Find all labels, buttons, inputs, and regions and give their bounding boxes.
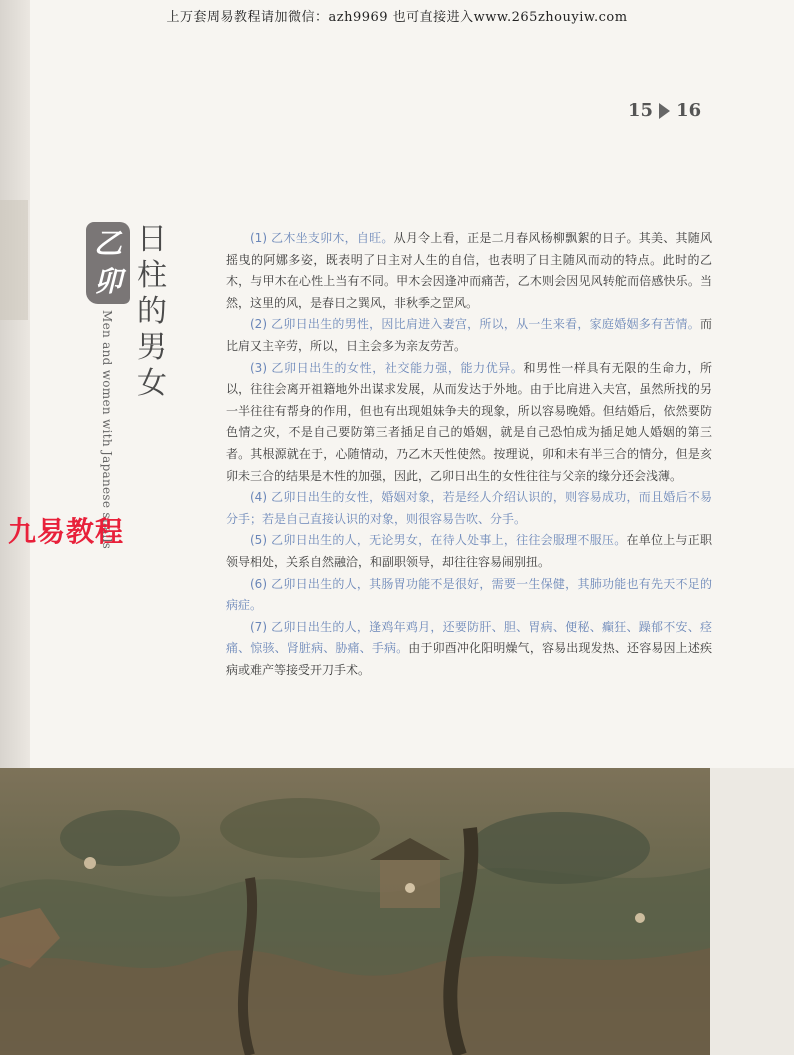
paragraph: [226, 530, 712, 573]
paragraph: [226, 314, 712, 357]
paragraph-highlight: (1) 乙木坐支卯木，自旺。: [250, 231, 394, 245]
paragraph-highlight: (6) 乙卯日出生的人，其肠胃功能不是很好，需要一生保健，其肺功能也有先天不足的病症。: [226, 576, 712, 613]
title-char: 女: [137, 366, 167, 401]
page-margin: [710, 768, 794, 1055]
play-triangle-icon: [659, 103, 670, 119]
title-char: 柱: [137, 258, 167, 293]
page-number-next: 16: [676, 100, 702, 121]
article-body: [226, 228, 712, 681]
title-char: 男: [137, 330, 167, 365]
badge-char: 卯: [93, 265, 122, 298]
paragraph: [226, 487, 712, 530]
chapter-title: [136, 222, 168, 402]
badge-char: 乙: [93, 227, 122, 260]
paragraph: [226, 358, 712, 488]
paragraph-text: 由于卯酉冲化阳明燥气，容易出现发热、还容易因上述疾病或难产等接受开刀手术。: [226, 641, 712, 677]
title-char: 的: [137, 294, 167, 329]
title-char: 日: [137, 222, 167, 257]
painting-illustration: [0, 768, 710, 1055]
paragraph: [226, 574, 712, 617]
landscape-painting: [0, 768, 710, 1055]
paragraph-highlight: (7) 乙卯日出生的人，逢鸡年鸡月，还要防肝、胆、胃病、便秘、癫狂、躁郁不安、痉痛、惊骇、肾脏病、胁痛、手病。: [226, 619, 712, 656]
paragraph: [226, 228, 712, 314]
paragraph: [226, 617, 712, 682]
page-number-prev: 15: [628, 100, 654, 121]
chapter-subtitle: Men and women with Japanese snails: [100, 310, 114, 550]
paragraph-text: 从月令上看，正是二月春风杨柳飘絮的日子。其美、其随风摇曳的阿娜多姿，既表明了日主对人生的自信，也表明了日主随风而动的特点。此时的乙木，与甲木在心性上当有不同。甲木会因逢冲而痛苦，乙木则会因见风转舵而倍感快乐。当然，这里的风，是春日之巽风，非秋季之罡风。: [226, 231, 712, 310]
paragraph-text: 和男性一样具有无限的生命力，所以，往往会离开祖籍地外出谋求发展，从而发达于外地。由于比肩进入夫宫，虽然所找的另一半往往有帮身的作用，但也有出现姐妹争夫的现象，所以容易晚婚。但结婚后，依然要防色情之灾，不是自己要防第三者插足自己的婚姻，就是自己恐怕成为插足她人婚姻的第三者。其根源就在于，心随情动，乃乙木天性使然。按理说，卯和未有半三合的情分，但是亥卯未三合的结果是木性的加强，因此，乙卯日出生的女性往往与父亲的缘分还会浅薄。: [226, 360, 712, 483]
paragraph-highlight: (2) 乙卯日出生的男性，因比肩进入妻宫，所以，从一生来看，家庭婚姻多有苦情。: [250, 317, 700, 332]
paragraph-highlight: (4) 乙卯日出生的女性，婚姻对象，若是经人介绍认识的，则容易成功，而且婚后不易分手；若是自己直接认识的对象，则很容易告吹、分手。: [226, 490, 712, 526]
paragraph-text: 而比肩又主辛劳，所以，日主会多为亲友劳苦。: [226, 317, 712, 353]
paragraph-text: 在单位上与正职领导相处，关系自然融洽，和副职领导，却往往容易闹别扭。: [226, 533, 712, 569]
paragraph-highlight: (5) 乙卯日出生的人，无论男女，在待人处事上，往往会服理不服压。: [250, 533, 627, 548]
brand-logo-text: 九易教程: [8, 515, 125, 548]
paragraph-highlight: (3) 乙卯日出生的女性，社交能力强，能力优异。: [250, 360, 524, 375]
page-numbers: [628, 100, 701, 121]
gutter-shadow: [0, 200, 28, 320]
chapter-badge: [86, 222, 130, 304]
watermark-text: 上万套周易教程请加微信：azh9969 也可直接进入www.265zhouyiw.com: [166, 10, 628, 25]
